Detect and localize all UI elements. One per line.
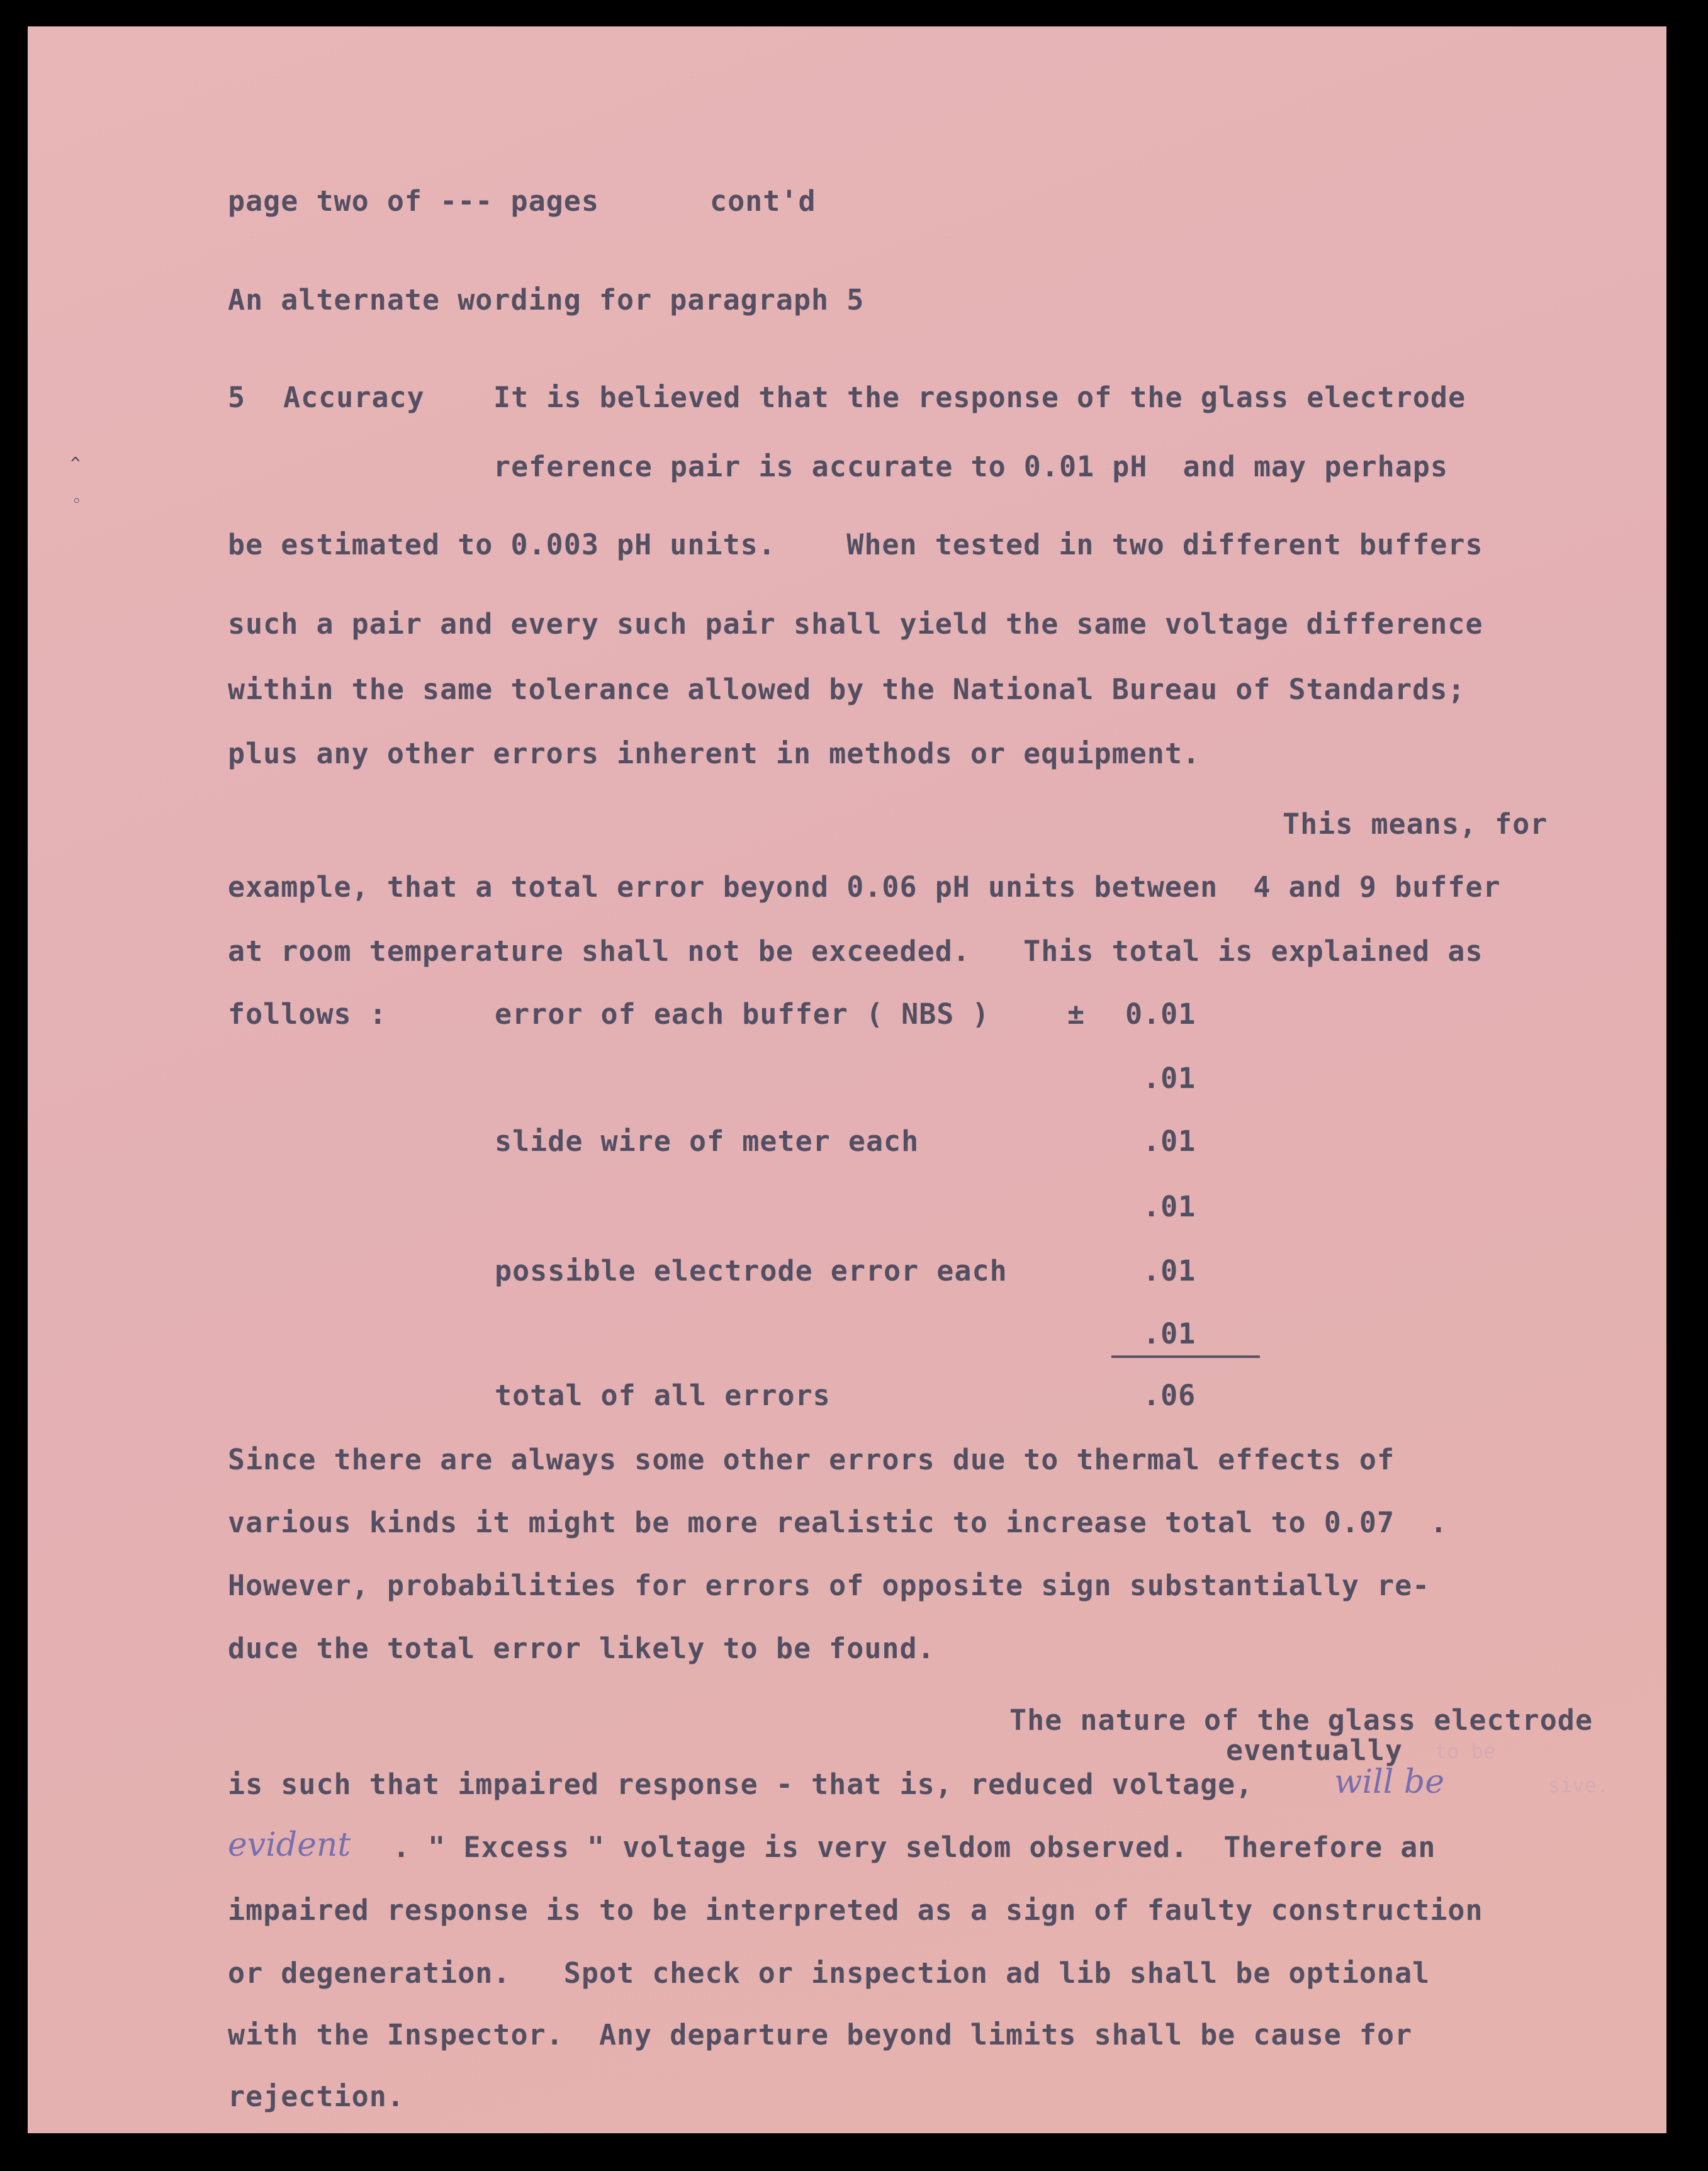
total-value: .06 <box>1143 1379 1196 1412</box>
text-line: rejection. <box>228 2080 405 2113</box>
paragraph-number: 5 <box>228 381 246 414</box>
text-line: various kinds it might be more realistic to increase total to 0.07 . <box>228 1506 1448 1539</box>
handwritten-word: evident <box>228 1826 351 1864</box>
text-line: This means, for <box>1283 807 1548 841</box>
text-line: impaired response is to be interpreted as a sign of faulty construction <box>228 1893 1483 1927</box>
punch-mark: ◦ <box>72 492 82 511</box>
text-line: with the Inspector. Any departure beyond limits shall be cause for <box>228 2018 1413 2051</box>
error-value: .01 <box>1143 1254 1196 1287</box>
error-label: slide wire of meter each <box>495 1125 919 1158</box>
struck-text: to be <box>1435 1739 1496 1763</box>
punch-mark: ^ <box>70 454 81 473</box>
error-value: .01 <box>1143 1062 1196 1095</box>
handwritten-insertion: will be <box>1334 1763 1444 1801</box>
error-value: .01 <box>1143 1317 1196 1350</box>
plus-minus-sign: ± <box>1067 997 1086 1031</box>
text-line: be estimated to 0.003 pH units. When tested in two different buffers <box>228 528 1483 561</box>
text-line: is such that impaired response - that is, reduced voltage, <box>228 1768 1254 1801</box>
error-value: .01 <box>1143 1125 1196 1158</box>
follows-label: follows : <box>228 997 387 1031</box>
text-line: reference pair is accurate to 0.01 pH and may perhaps <box>493 450 1448 483</box>
text-line: Since there are always some other errors due to thermal effects of <box>228 1443 1395 1476</box>
error-value: .01 <box>1143 1190 1196 1223</box>
text-line: such a pair and every such pair shall yield the same voltage difference <box>228 607 1483 641</box>
text-line: However, probabilities for errors of opposite sign substantially re- <box>228 1569 1430 1602</box>
text-line: duce the total error likely to be found. <box>228 1632 935 1665</box>
text-line: within the same tolerance allowed by the National Bureau of Standards; <box>228 673 1466 706</box>
typed-insertion: eventually <box>1226 1734 1403 1767</box>
document-page <box>28 26 1666 2133</box>
text-line: The nature of the glass electrode <box>1009 1703 1593 1737</box>
text-line: or degeneration. Spot check or inspection ad lib shall be optional <box>228 1956 1430 1990</box>
error-label: error of each buffer ( NBS ) <box>495 997 990 1031</box>
intro-line: An alternate wording for paragraph 5 <box>228 283 865 317</box>
text-line: plus any other errors inherent in methods or equipment. <box>228 737 1201 770</box>
sum-rule <box>1111 1355 1260 1358</box>
text-line: at room temperature shall not be exceeded. This total is explained as <box>228 934 1483 968</box>
total-label: total of all errors <box>495 1379 831 1412</box>
text-line: It is believed that the response of the glass electrode <box>493 381 1466 414</box>
text-line: . " Excess " voltage is very seldom observed. Therefore an <box>393 1831 1436 1864</box>
error-value: 0.01 <box>1125 997 1196 1031</box>
paragraph-heading: Accuracy <box>283 381 425 414</box>
struck-text: sive. <box>1548 1773 1609 1797</box>
error-label: possible electrode error each <box>495 1254 1008 1287</box>
page-header-left: page two of --- pages <box>228 184 599 218</box>
page-header-right: cont'd <box>710 184 816 218</box>
text-line: example, that a total error beyond 0.06 pH units between 4 and 9 buffer <box>228 870 1501 904</box>
